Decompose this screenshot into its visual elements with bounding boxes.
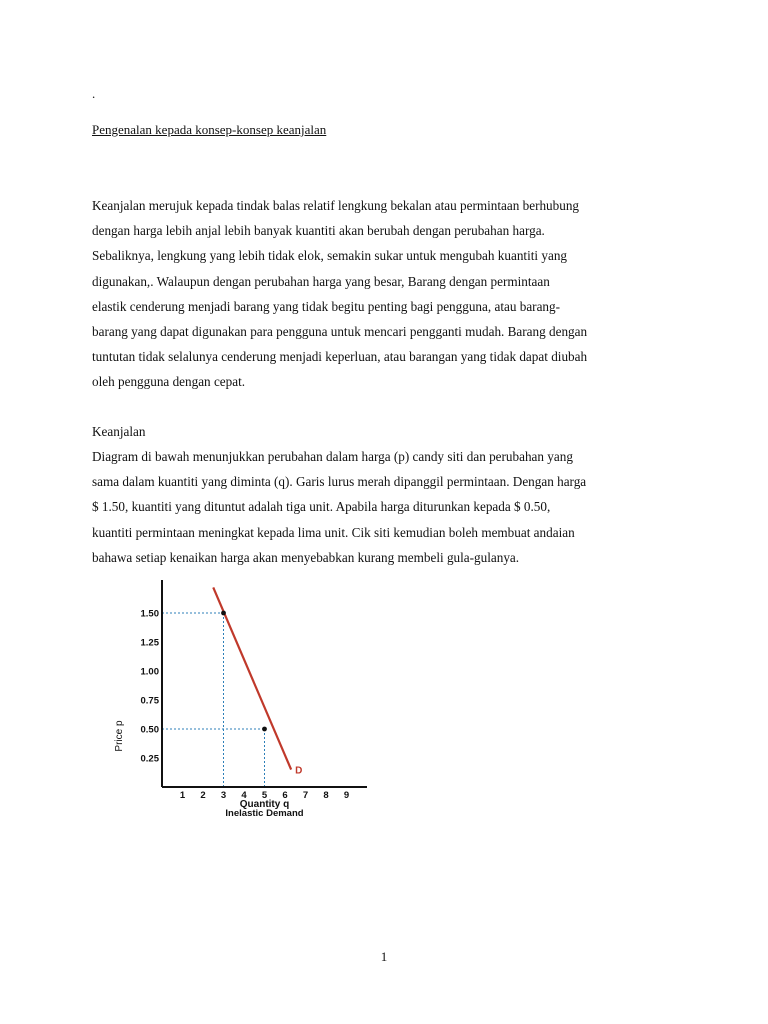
y-tick-label: 0.25 [140,753,159,765]
y-tick-labels [141,609,160,765]
paragraph-line: tuntutan tidak selalunya cenderung menjadi keperluan, atau barangan yang tidak dapat diubah [92,349,588,365]
x-tick-label: 1 [179,790,186,801]
paragraph-line: digunakan,. Walaupun dengan perubahan harga yang besar, Barang dengan permintaan [92,273,550,289]
page-number: 1 [380,949,388,964]
y-tick-label: 1.25 [140,637,159,649]
paragraph-line: Keanjalan merujuk kepada tindak balas relatif lengkung bekalan atau permintaan berhubung [92,198,580,213]
x-tick-label: 9 [343,790,350,801]
data-point [262,727,267,732]
paragraph-line: Sebaliknya, lengkung yang lebih tidak elok, semakin sukar untuk mengubah kuantiti yang [92,248,568,264]
inelastic-demand-chart [100,608,380,820]
x-tick-label: 8 [323,790,329,801]
section-heading: Keanjalan [92,424,146,439]
paragraph-line: kuantiti permintaan meningkat kepada lima unit. Cik siti kemudian boleh membuat andaian [92,524,575,540]
data-point [221,611,226,616]
demand-label: D [295,765,303,777]
y-tick-label: 0.50 [140,724,159,736]
paragraph-line: oleh pengguna dengan cepat. [92,374,246,390]
paragraph-line: dengan harga lebih anjal lebih banyak kuantiti akan berubah dengan perubahan harga. [92,223,545,239]
leading-dot: . [92,86,96,101]
x-tick-label: 3 [220,790,227,801]
x-tick-label: 4 [241,790,247,801]
x-axis-label: Quantity q [239,799,290,810]
x-tick-label: 7 [302,790,309,801]
document-title: Pengenalan kepada konsep-konsep keanjalan [92,122,327,137]
diagram-paragraph [92,444,692,570]
y-tick-label: 1.50 [140,608,159,620]
paragraph-line: $ 1.50, kuantiti yang dituntut adalah tiga unit. Apabila harga diturunkan kepada $ 0.50, [92,499,551,515]
chart-points [221,611,267,732]
y-tick-label: 0.75 [140,695,159,707]
paragraph-line: barang yang dapat digunakan para pengguna untuk mencari pengganti mudah. Barang dengan [92,323,588,339]
chart-title: Inelastic Demand [225,808,304,819]
y-axis-label: Price p [114,720,125,752]
chart-series [213,587,302,776]
paragraph-line: bahawa setiap kenaikan harga akan menyebabkan kurang membeli gula-gulanya. [92,549,520,565]
paragraph-line: elastik cenderung menjadi barang yang tidak begitu penting bagi pengguna, atau barang- [92,298,560,314]
chart-guides [162,613,265,787]
x-tick-label: 5 [261,790,268,801]
x-tick-label: 6 [282,790,288,801]
paragraph-line: sama dalam kuantiti yang diminta (q). Garis lurus merah dipanggil permintaan. Dengan harga [92,474,587,490]
y-tick-label: 1.00 [140,666,159,678]
paragraph-line: Diagram di bawah menunjukkan perubahan dalam harga (p) candy siti dan perubahan yang [92,449,573,464]
x-tick-label: 2 [200,790,206,801]
intro-paragraph [92,193,692,395]
